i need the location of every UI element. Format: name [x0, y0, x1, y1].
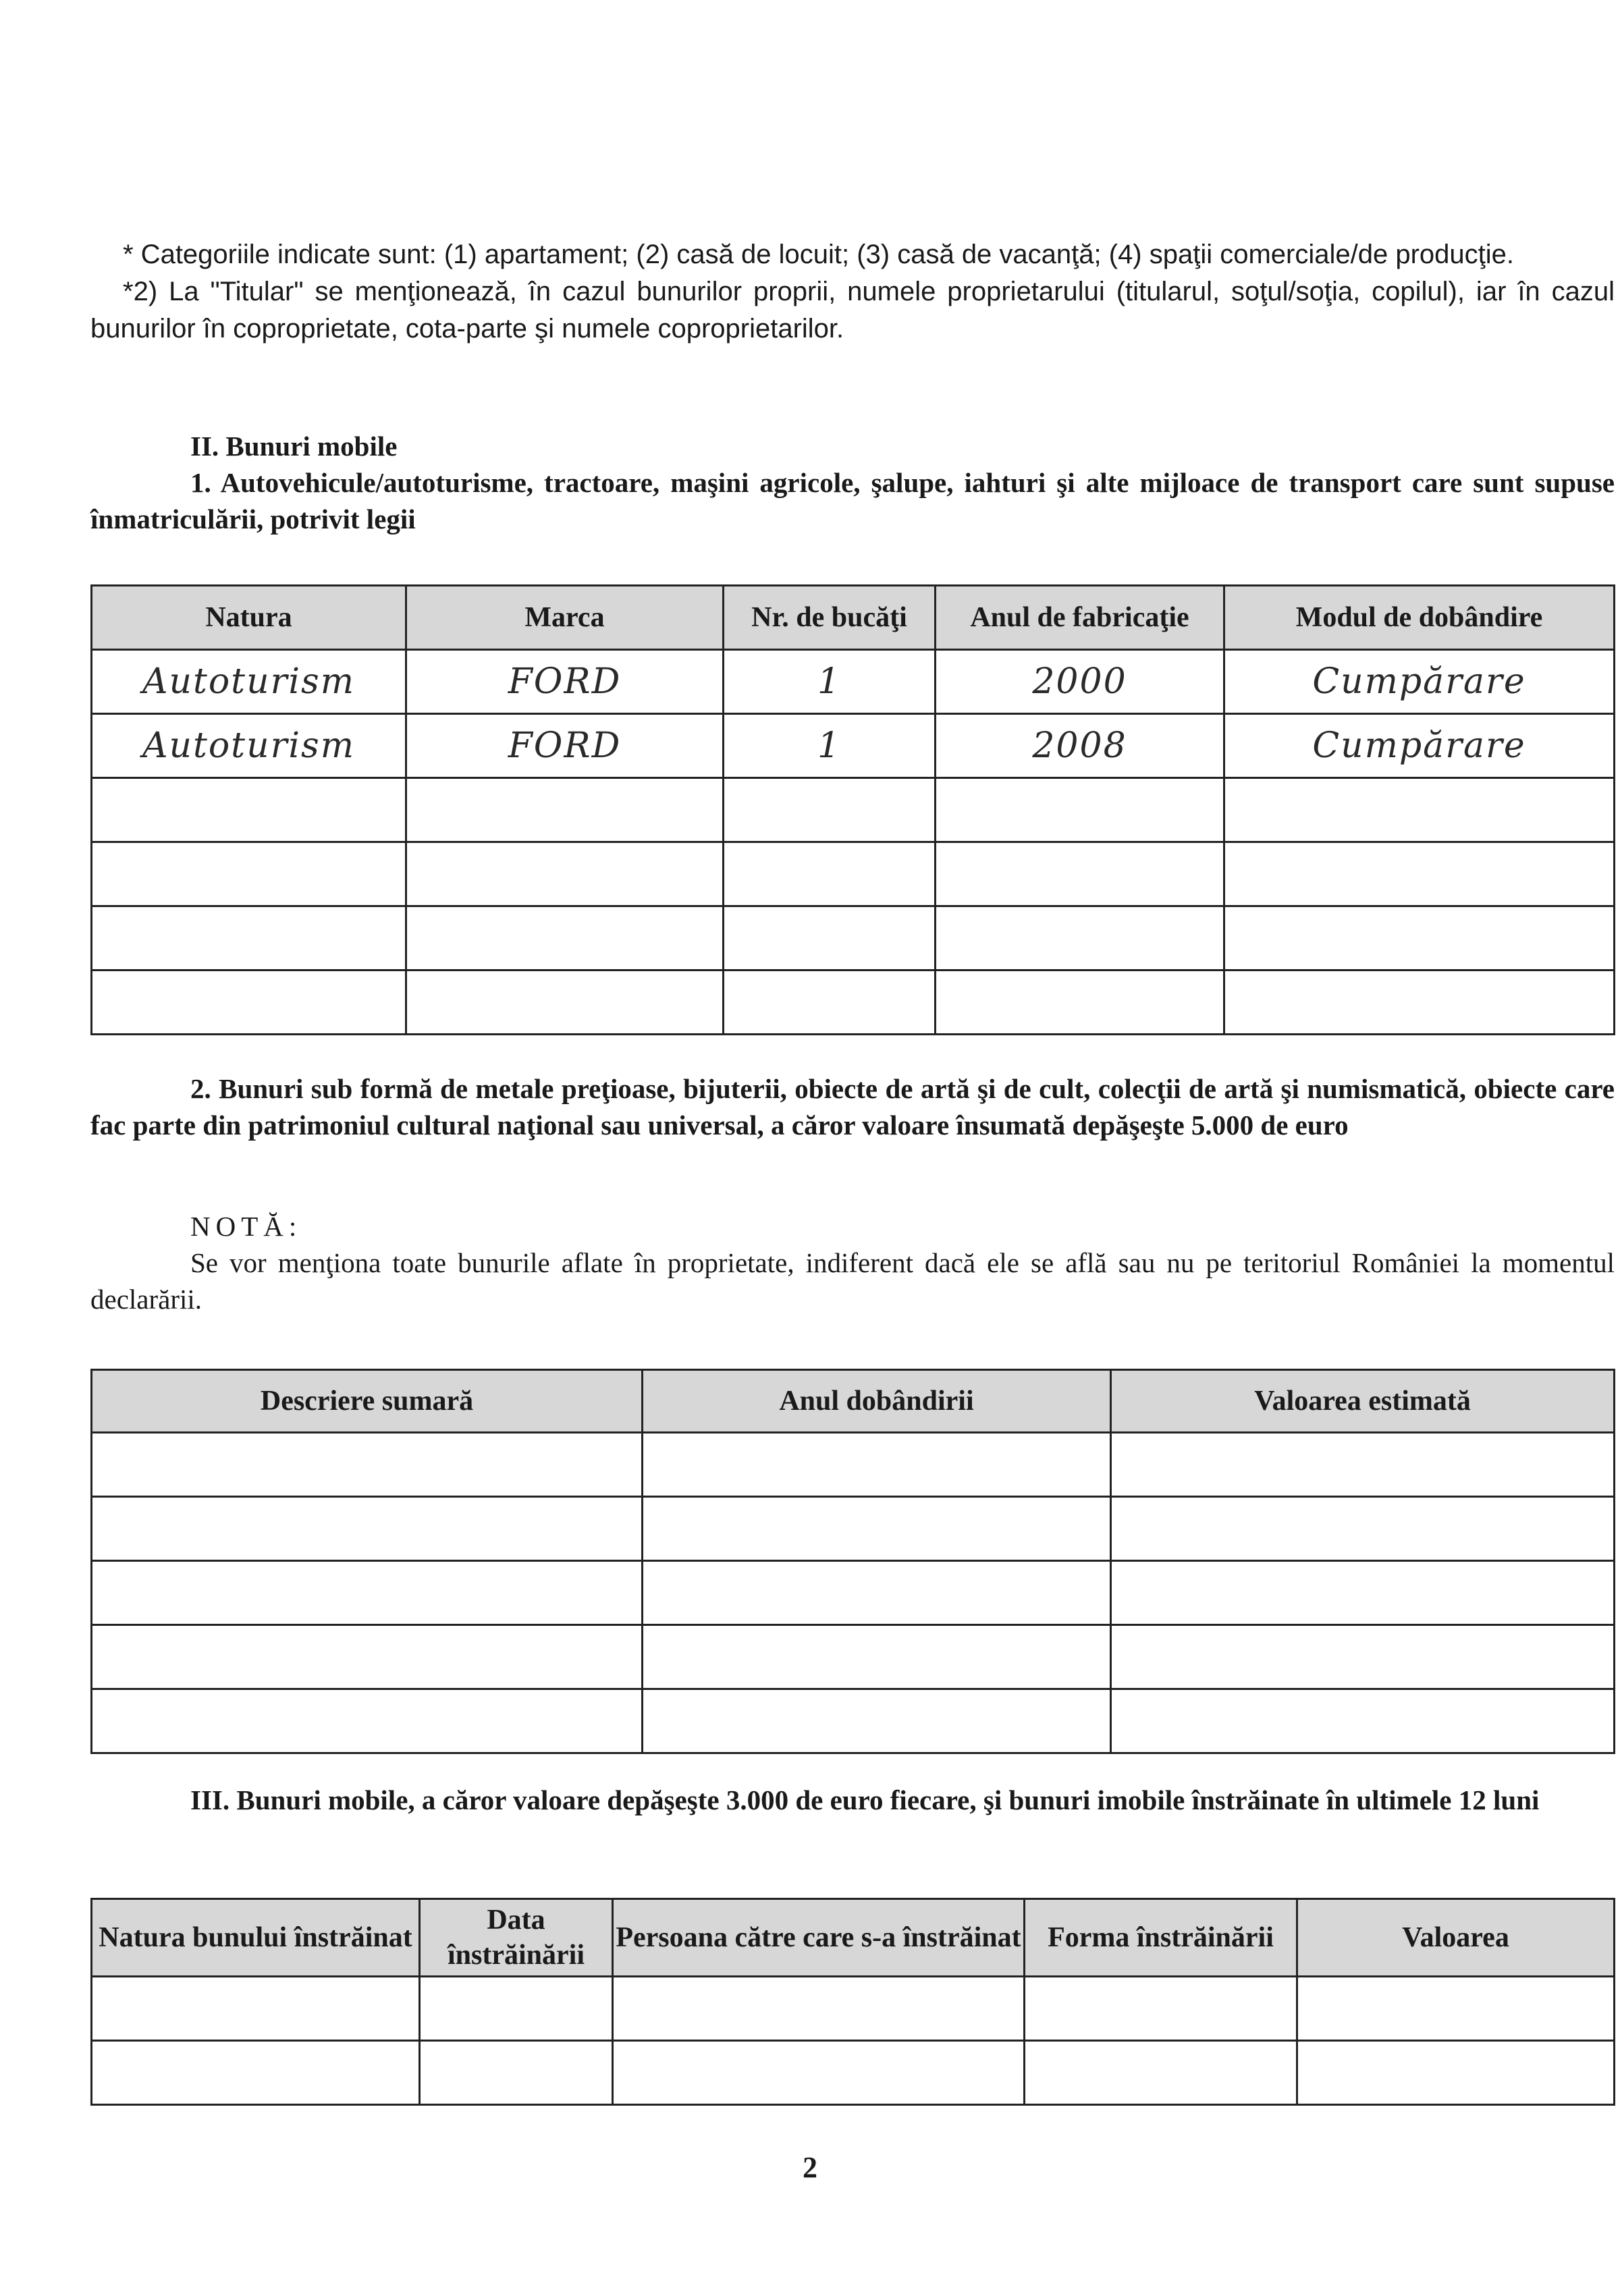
empty-cell: [92, 1497, 643, 1561]
page-number: 2: [803, 2151, 817, 2184]
header-valoarea-estimata: Valoarea estimată: [1111, 1370, 1615, 1433]
empty-cell: [406, 778, 724, 842]
section-ii-item2: [90, 1070, 1615, 1143]
empty-cell: [406, 906, 724, 971]
table-row: [92, 1433, 1615, 1497]
table-row: [92, 2041, 1615, 2105]
table-row: [92, 1625, 1615, 1689]
table-row: [92, 971, 1615, 1035]
empty-cell: [936, 971, 1224, 1035]
section-ii-item2-text: 2. Bunuri sub formă de metale preţioase, bijuterii, obiecte de artă şi de cult, colecţii de artă şi numismatică, obiecte care fac parte din patrimoniul cultural naţional sau universal, a căror valoare însumată depăşeşte 5.000 de euro: [90, 1073, 1615, 1141]
section-ii-item1: 1. Autovehicule/autoturisme, tractoare, maşini agricole, şalupe, iahturi şi alte mijloace de transport care sunt supuse înmatriculării, potrivit legii: [90, 467, 1615, 535]
empty-cell: [1111, 1625, 1615, 1689]
empty-cell: [1111, 1561, 1615, 1625]
header-data-instrainarii: Data înstrăinării: [420, 1899, 613, 1977]
table-row: [92, 650, 1615, 714]
header-nr-bucati: Nr. de bucăţi: [724, 586, 936, 650]
empty-cell: [936, 906, 1224, 971]
empty-cell: [1111, 1689, 1615, 1753]
empty-cell: [724, 971, 936, 1035]
footnote-titular: *2) La "Titular" se menţionează, în cazul bunurilor proprii, numele proprietarului (titularul, soţul/soţia, copilul), iar în cazul bunurilor în coproprietate, cota-parte şi numele coproprietarilor.: [90, 277, 1615, 344]
cell-natura: Autoturism: [92, 714, 406, 778]
empty-cell: [92, 1977, 420, 2041]
empty-cell: [92, 1433, 643, 1497]
header-modul-dobandire: Modul de dobândire: [1224, 586, 1615, 650]
empty-cell: [643, 1689, 1111, 1753]
cell-anul: 2008: [936, 714, 1224, 778]
empty-cell: [613, 2041, 1025, 2105]
cell-anul: 2000: [936, 650, 1224, 714]
header-anul-fabricatie: Anul de fabricaţie: [936, 586, 1224, 650]
empty-cell: [406, 971, 724, 1035]
section-iii-title: III. Bunuri mobile, a căror valoare depăşeşte 3.000 de euro fiecare, şi bunuri imobile înstrăinate în ultimele 12 luni: [190, 1784, 1540, 1815]
empty-cell: [1297, 2041, 1615, 2105]
cell-nr-bucati: 1: [724, 650, 936, 714]
section-iii-heading: [90, 1782, 1615, 1818]
section-ii-heading: [90, 428, 1615, 537]
empty-cell: [724, 778, 936, 842]
footnotes: [90, 236, 1615, 348]
alienated-table: [90, 1898, 1615, 2106]
empty-cell: [1111, 1433, 1615, 1497]
empty-cell: [643, 1497, 1111, 1561]
nota-block: [90, 1208, 1615, 1317]
empty-cell: [936, 778, 1224, 842]
header-anul-dobandirii: Anul dobândirii: [643, 1370, 1111, 1433]
empty-cell: [92, 842, 406, 906]
empty-cell: [643, 1625, 1111, 1689]
footnote-categories: * Categoriile indicate sunt: (1) apartament; (2) casă de locuit; (3) casă de vacanţă; (4) spaţii comerciale/de producţie.: [123, 240, 1515, 269]
empty-cell: [1025, 2041, 1297, 2105]
valuables-header-row: [92, 1370, 1615, 1433]
cell-natura: Autoturism: [92, 650, 406, 714]
cell-marca: FORD: [406, 650, 724, 714]
empty-cell: [92, 2041, 420, 2105]
empty-cell: [406, 842, 724, 906]
empty-cell: [92, 1689, 643, 1753]
empty-cell: [1297, 1977, 1615, 2041]
header-forma-instrainarii: Forma înstrăinării: [1025, 1899, 1297, 1977]
table-row: [92, 1977, 1615, 2041]
cell-modul: Cumpărare: [1224, 650, 1615, 714]
empty-cell: [420, 2041, 613, 2105]
empty-cell: [92, 1625, 643, 1689]
table-row: [92, 842, 1615, 906]
empty-cell: [643, 1433, 1111, 1497]
nota-title: NOTĂ:: [190, 1211, 302, 1242]
cell-marca: FORD: [406, 714, 724, 778]
empty-cell: [613, 1977, 1025, 2041]
table-row: [92, 714, 1615, 778]
empty-cell: [724, 906, 936, 971]
empty-cell: [92, 1561, 643, 1625]
header-descriere: Descriere sumară: [92, 1370, 643, 1433]
empty-cell: [936, 842, 1224, 906]
empty-cell: [724, 842, 936, 906]
table-row: [92, 1497, 1615, 1561]
nota-text: Se vor menţiona toate bunurile aflate în proprietate, indiferent dacă ele se află sau nu pe teritoriul României la momentul declarării.: [90, 1247, 1615, 1315]
table-row: [92, 778, 1615, 842]
empty-cell: [1224, 778, 1615, 842]
valuables-table: [90, 1369, 1615, 1754]
cell-nr-bucati: 1: [724, 714, 936, 778]
header-marca: Marca: [406, 586, 724, 650]
empty-cell: [1224, 842, 1615, 906]
vehicles-table: [90, 584, 1615, 1035]
header-natura: Natura: [92, 586, 406, 650]
vehicles-header-row: [92, 586, 1615, 650]
section-ii-title: II. Bunuri mobile: [190, 431, 398, 462]
empty-cell: [1224, 906, 1615, 971]
empty-cell: [420, 1977, 613, 2041]
empty-cell: [1025, 1977, 1297, 2041]
empty-cell: [1111, 1497, 1615, 1561]
table-row: [92, 1561, 1615, 1625]
table-row: [92, 906, 1615, 971]
alienated-header-row: [92, 1899, 1615, 1977]
empty-cell: [92, 778, 406, 842]
header-natura-bunului: Natura bunului înstrăinat: [92, 1899, 420, 1977]
empty-cell: [92, 971, 406, 1035]
empty-cell: [643, 1561, 1111, 1625]
header-persoana: Persoana către care s-a înstrăinat: [613, 1899, 1025, 1977]
table-row: [92, 1689, 1615, 1753]
cell-modul: Cumpărare: [1224, 714, 1615, 778]
empty-cell: [92, 906, 406, 971]
header-valoarea: Valoarea: [1297, 1899, 1615, 1977]
empty-cell: [1224, 971, 1615, 1035]
